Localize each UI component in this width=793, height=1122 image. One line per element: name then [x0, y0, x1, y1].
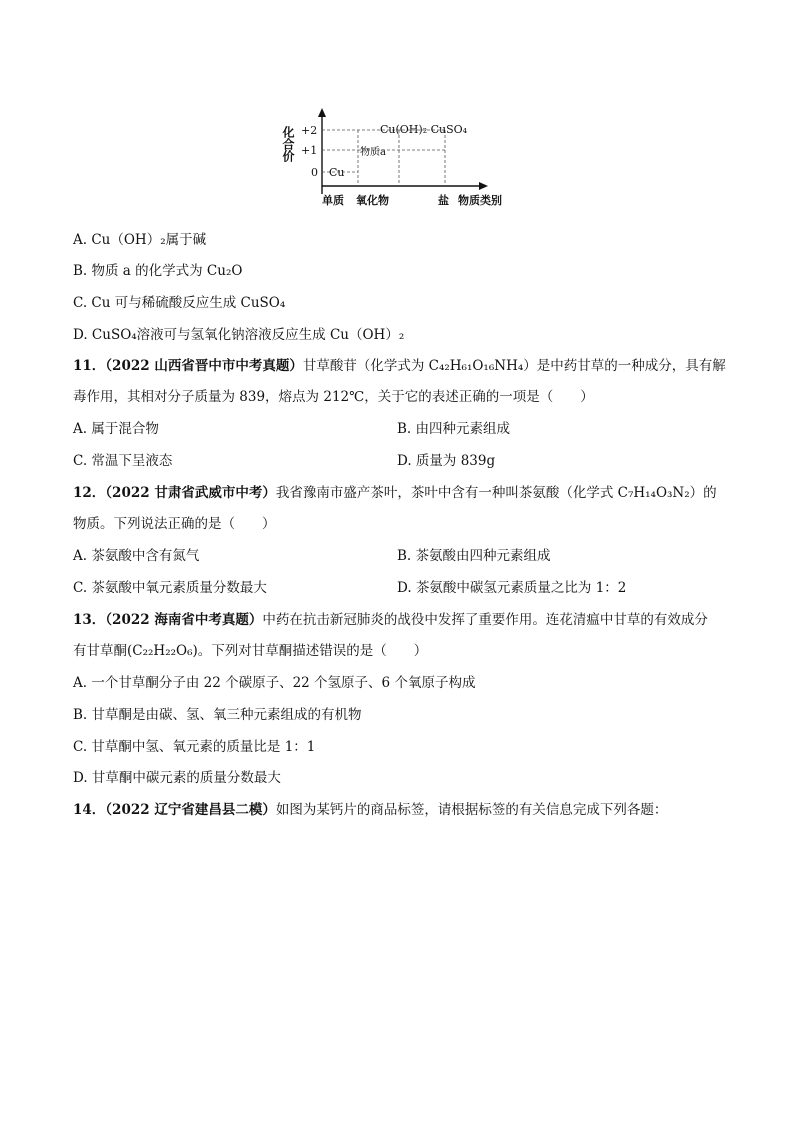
q14-stem-line1: [73, 801, 667, 819]
point-label: 物质a: [360, 147, 386, 158]
valence-category-figure: [280, 108, 520, 213]
q11-stem-line1: [73, 357, 726, 375]
q11-stem-line2: 毒作用，其相对分子质量为 839，熔点为 212℃，关于它的表述正确的一项是（ ）: [73, 389, 594, 405]
x-axis-arrow: [479, 182, 488, 190]
q13-option-b: B. 甘草酮是由碳、氢、氧三种元素组成的有机物: [73, 707, 362, 723]
question-stem: 甘草酸苷（化学式为 C₄₂H₆₁O₁₆NH₄）是中药甘草的一种成分，具有解: [302, 358, 726, 374]
x-category: 氧化物: [356, 194, 389, 207]
q12-stem-line1: [73, 484, 717, 502]
question-source: （2022 辽宁省建昌县二模）: [105, 802, 276, 818]
x-category: 盐: [438, 194, 449, 207]
point-label: Cu: [329, 166, 345, 179]
q12-option-c: C. 茶氨酸中氧元素质量分数最大: [73, 580, 267, 596]
q10-option-b: B. 物质 a 的化学式为 Cu₂O: [73, 263, 243, 279]
x-category: 单质: [322, 194, 344, 207]
point-label: Cu(OH)₂ CuSO₄: [380, 123, 468, 136]
question-number: 14．: [73, 802, 106, 818]
question-source: （2022 山西省晋中市中考真题）: [105, 358, 303, 374]
question-number: 12．: [73, 485, 106, 501]
q12-option-d: D. 茶氨酸中碳氢元素质量之比为 1：2: [397, 580, 627, 596]
y-tick: +2: [301, 124, 318, 137]
q12-stem-line2: 物质。下列说法正确的是（ ）: [73, 516, 276, 532]
question-number: 11．: [73, 358, 106, 374]
y-tick: 0: [311, 166, 318, 179]
y-axis-arrow: [318, 108, 326, 117]
question-number: 13．: [73, 612, 106, 628]
q13-option-a: A. 一个甘草酮分子由 22 个碳原子、22 个氢原子、6 个氧原子构成: [73, 675, 476, 691]
question-stem: 我省豫南市盛产茶叶，茶叶中含有一种叫茶氨酸（化学式 C₇H₁₄O₃N₂）的: [275, 485, 717, 501]
q13-option-c: C. 甘草酮中氢、氧元素的质量比是 1：1: [73, 739, 316, 755]
question-source: （2022 海南省中考真题）: [105, 612, 263, 628]
question-stem: 如图为某钙片的商品标签，请根据标签的有关信息完成下列各题：: [275, 802, 668, 818]
q13-option-d: D. 甘草酮中碳元素的质量分数最大: [73, 770, 281, 786]
q13-stem-line1: [73, 611, 708, 629]
question-stem: 中药在抗击新冠肺炎的战役中发挥了重要作用。连花清瘟中甘草的有效成分: [262, 612, 708, 628]
q12-option-b: B. 茶氨酸由四种元素组成: [397, 548, 551, 564]
q10-option-c: C. Cu 可与稀硫酸反应生成 CuSO₄: [73, 295, 286, 311]
q11-option-b: B. 由四种元素组成: [397, 421, 511, 437]
q12-option-a: A. 茶氨酸中含有氮气: [73, 548, 200, 564]
q11-option-d: D. 质量为 839g: [397, 453, 496, 469]
q13-stem-line2: 有甘草酮(C₂₂H₂₂O₆)。下列对甘草酮描述错误的是（ ）: [73, 643, 428, 659]
y-tick: +1: [301, 144, 318, 157]
q11-option-c: C. 常温下呈液态: [73, 453, 173, 469]
q11-option-a: A. 属于混合物: [73, 421, 159, 437]
q10-option-a: A. Cu（OH）₂属于碱: [73, 232, 207, 248]
q10-option-d: D. CuSO₄溶液可与氢氧化钠溶液反应生成 Cu（OH）₂: [73, 327, 405, 343]
figure-ylabel: 化合价: [281, 126, 295, 162]
question-source: （2022 甘肃省武威市中考）: [105, 485, 276, 501]
figure-xlabel: 物质类别: [458, 194, 502, 207]
